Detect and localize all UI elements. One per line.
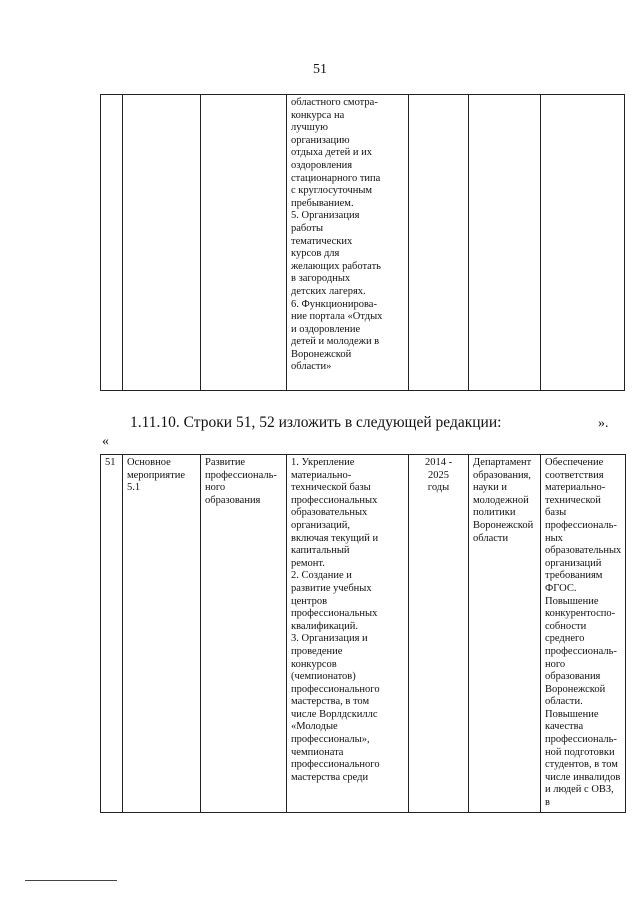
cell-number: 51 <box>101 455 123 813</box>
cell-result: Обеспечение соответствия материально- технической базы профессиональ- ных образовательных организаций требованиям ФГОС. Повышение конкурентоспо- собности среднего профессиональ- ного образования Воронежской области. Повышение качества профессиональ- ной подготовки студентов, в том числе инвалидов и людей с ОВЗ, в <box>541 455 626 813</box>
table-row <box>101 95 625 391</box>
cell-executor: Департамент образования, науки и молодежной политики Воронежской области <box>469 455 541 813</box>
opening-quote: « <box>102 434 109 449</box>
continuation-table <box>100 94 625 391</box>
cell-result <box>541 95 625 391</box>
cell-number <box>101 95 123 391</box>
cell-period: 2014 - 2025 годы <box>409 455 469 813</box>
cell-period <box>409 95 469 391</box>
page-number: 51 <box>313 62 327 77</box>
cell-name <box>201 95 287 391</box>
row-51-table <box>100 454 626 813</box>
cell-type <box>123 95 201 391</box>
cell-actions: областного смотра- конкурса на лучшую организацию отдыха детей и их оздоровления стационарного типа с круглосуточным пребыванием. 5. Организация работы тематических курсов для желающих работать в загородных детских лагерях. 6. Функционирова- ние портала «Отдых и оздоровление детей и молодежи в Воронежской области» <box>287 95 409 391</box>
section-heading: 1.11.10. Строки 51, 52 изложить в следующей редакции: <box>130 414 502 431</box>
closing-quote: ». <box>598 416 609 431</box>
footer-line <box>25 880 117 881</box>
cell-executor <box>469 95 541 391</box>
cell-actions: 1. Укрепление материально- технической базы профессиональных образовательных организаций, включая текущий и капитальный ремонт. 2. Создание и развитие учебных центров профессиональных квалификаций. 3. Организация и проведение конкурсов (чемпионатов) профессионального мастерства, в том числе Ворлдскиллс «Молодые профессионалы», чемпионата профессионального мастерства среди <box>287 455 409 813</box>
cell-name: Развитие профессиональ- ного образования <box>201 455 287 813</box>
table-row <box>101 455 626 813</box>
cell-type: Основное мероприятие 5.1 <box>123 455 201 813</box>
